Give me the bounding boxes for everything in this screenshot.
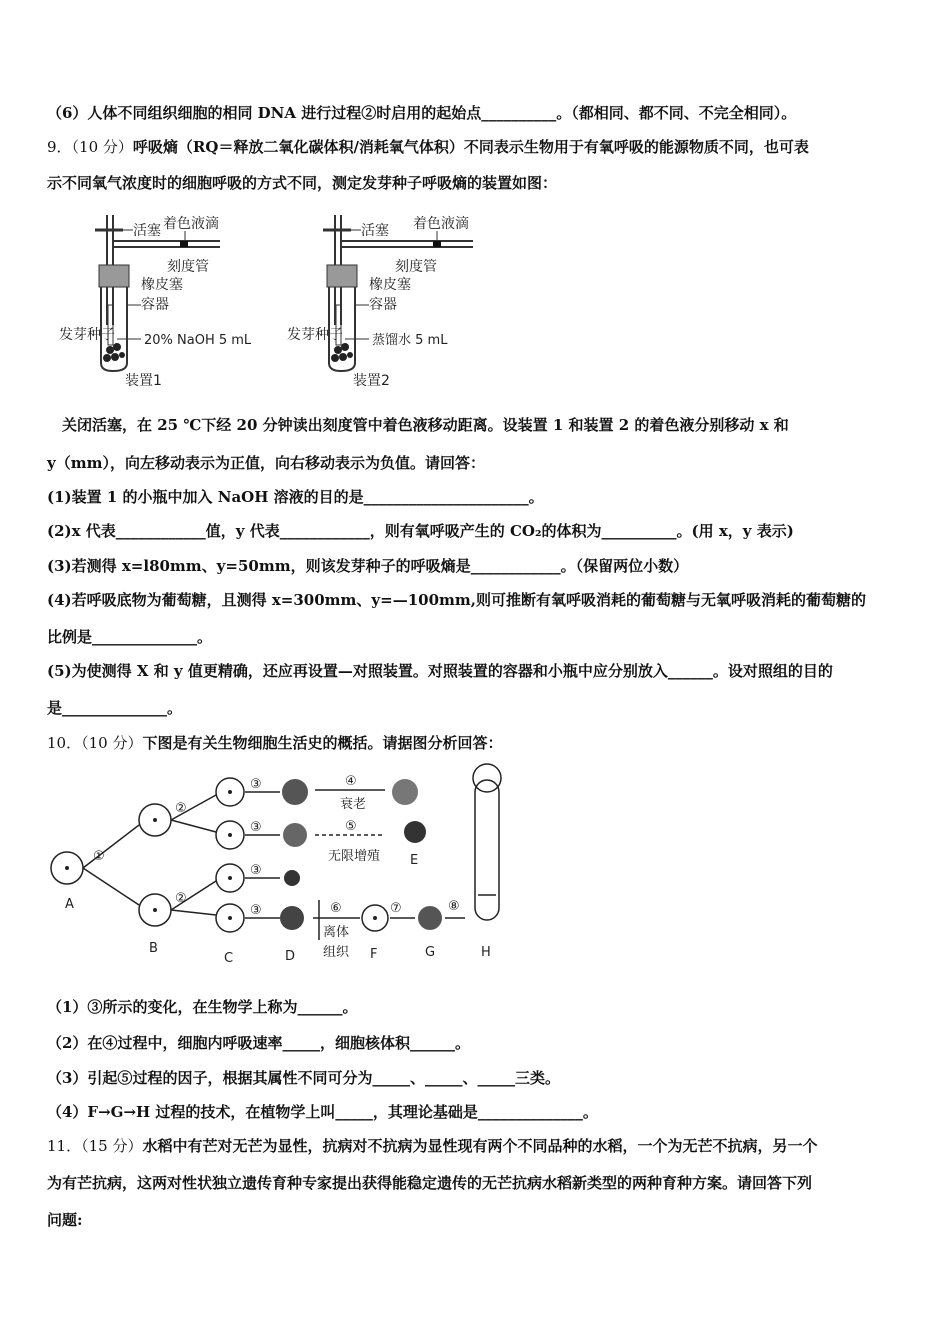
- label-A: A: [65, 897, 74, 912]
- q10-heading: [47, 733, 502, 753]
- q9-part-4-cont: 比例是______________。: [47, 628, 213, 646]
- label-stopper-2: 橡皮塞: [369, 277, 411, 293]
- q8-6-line: （6）人体不同组织细胞的相同 DNA 进行过程②时启用的起始点__________。（都相同、都不同、不完全相同）。: [47, 104, 797, 122]
- label-B: B: [149, 941, 158, 956]
- q10-part-2: （2）在④过程中，细胞内呼吸速率_____，细胞核体积______。: [47, 1034, 470, 1052]
- label-seeds-2: 发芽种子: [287, 327, 343, 343]
- q10-number: 10．（10 分）: [47, 734, 143, 752]
- label-droplet-1: 着色液滴: [163, 216, 219, 232]
- label-device-2: 装置2: [353, 373, 390, 389]
- q11-number: 11．（15 分）: [47, 1137, 143, 1155]
- q9-heading: [47, 137, 809, 157]
- q9-part-3: (3)若测得 x=l80mm、y=50mm，则该发芽种子的呼吸熵是____________。（保留两位小数）: [47, 557, 689, 575]
- label-container-1: 容器: [141, 297, 169, 313]
- q10-part-4: （4）F→G→H 过程的技术，在植物学上叫_____，其理论基础是______________。: [47, 1103, 598, 1121]
- q11-heading-3: 问题:: [47, 1211, 83, 1229]
- step-8: ⑧: [448, 899, 460, 914]
- label-F: F: [370, 947, 378, 962]
- apparatus-2: [287, 215, 473, 389]
- respiration-apparatus-figure: [55, 205, 495, 390]
- step-3a: ③: [250, 777, 262, 792]
- step-1: ①: [93, 849, 105, 864]
- step-3c: ③: [250, 863, 262, 878]
- label-G: G: [425, 945, 436, 960]
- label-D: D: [285, 949, 296, 964]
- aging-label: 衰老: [340, 797, 367, 812]
- label-device-1: 装置1: [125, 373, 162, 389]
- label-seeds-1: 发芽种子: [59, 327, 115, 343]
- label-solution-1: 20% NaOH 5 mL: [144, 333, 252, 348]
- q11-heading-2: 为有芒抗病，这两对性状独立遗传育种专家提出获得能稳定遗传的无芒抗病水稻新类型的两种育种方案。请回答下列: [47, 1174, 813, 1192]
- q10-part-1: （1）③所示的变化，在生物学上称为______。: [47, 998, 358, 1016]
- apparatus-1: [59, 215, 252, 389]
- label-stopcock-2: 活塞: [361, 223, 389, 239]
- step-7: ⑦: [390, 901, 402, 916]
- q9-part-4: (4)若呼吸底物为葡萄糖，且测得 x=300mm、y=—100mm,则可推断有氧呼吸消耗的葡萄糖与无氧呼吸消耗的葡萄糖的: [47, 591, 866, 609]
- label-H: H: [481, 945, 491, 960]
- q9-part-1: (1)装置 1 的小瓶中加入 NaOH 溶液的目的是______________________。: [47, 488, 544, 506]
- step-2b: ②: [175, 891, 187, 906]
- label-E: E: [410, 853, 419, 868]
- step-5: ⑤: [345, 819, 357, 834]
- q9-desc-2: y（mm），向左移动表示为正值，向右移动表示为负值。请回答：: [47, 454, 485, 472]
- q11-heading-text: 水稻中有芒对无芒为显性，抗病对不抗病为显性现有两个不同品种的水稻，一个为无芒不抗病，另一个: [142, 1137, 818, 1155]
- isolated-label: 离体: [323, 925, 350, 940]
- label-stopper-1: 橡皮塞: [141, 277, 183, 293]
- step-3d: ③: [250, 903, 262, 918]
- step-6: ⑥: [330, 901, 342, 916]
- q9-part-5-cont: 是______________。: [47, 699, 183, 717]
- q9-heading-text: 呼吸熵（RQ＝释放二氧化碳体积/消耗氧气体积）不同表示生物用于有氧呼吸的能源物质不同，也可表: [132, 138, 809, 156]
- q9-desc-1: 关闭活塞，在 25 ℃下经 20 分钟读出刻度管中着色液移动距离。设装置 1 和装置 2 的着色液分别移动 x 和: [62, 416, 789, 434]
- tissue-label: 组织: [323, 945, 350, 960]
- proliferation-label: 无限增殖: [328, 849, 381, 864]
- cell-lifecycle-figure: [45, 760, 525, 970]
- label-C: C: [224, 951, 234, 966]
- step-4: ④: [345, 774, 357, 789]
- label-tube-1: 刻度管: [167, 259, 209, 275]
- label-container-2: 容器: [369, 297, 397, 313]
- step-3b: ③: [250, 820, 262, 835]
- label-droplet-2: 着色液滴: [413, 216, 469, 232]
- label-stopcock-1: 活塞: [133, 223, 161, 239]
- q10-part-3: （3）引起⑤过程的因子，根据其属性不同可分为_____、_____、_____三类。: [47, 1069, 560, 1087]
- q9-part-2: (2)x 代表____________值，y 代表____________，则有氧呼吸产生的 CO₂的体积为__________。(用 x，y 表示): [47, 522, 794, 540]
- q11-heading: [47, 1136, 817, 1156]
- q9-number: 9．（10 分）: [47, 138, 133, 156]
- label-solution-2: 蒸馏水 5 mL: [372, 333, 448, 348]
- q10-heading-text: 下图是有关生物细胞生活史的概括。请据图分析回答：: [142, 734, 503, 752]
- label-tube-2: 刻度管: [395, 259, 437, 275]
- q9-part-5: (5)为使测得 X 和 y 值更精确，还应再设置—对照装置。对照装置的容器和小瓶中应分别放入______。设对照组的目的: [47, 662, 833, 680]
- step-2a: ②: [175, 801, 187, 816]
- q9-heading-2: 示不同氧气浓度时的细胞呼吸的方式不同，测定发芽种子呼吸熵的装置如图：: [47, 174, 558, 192]
